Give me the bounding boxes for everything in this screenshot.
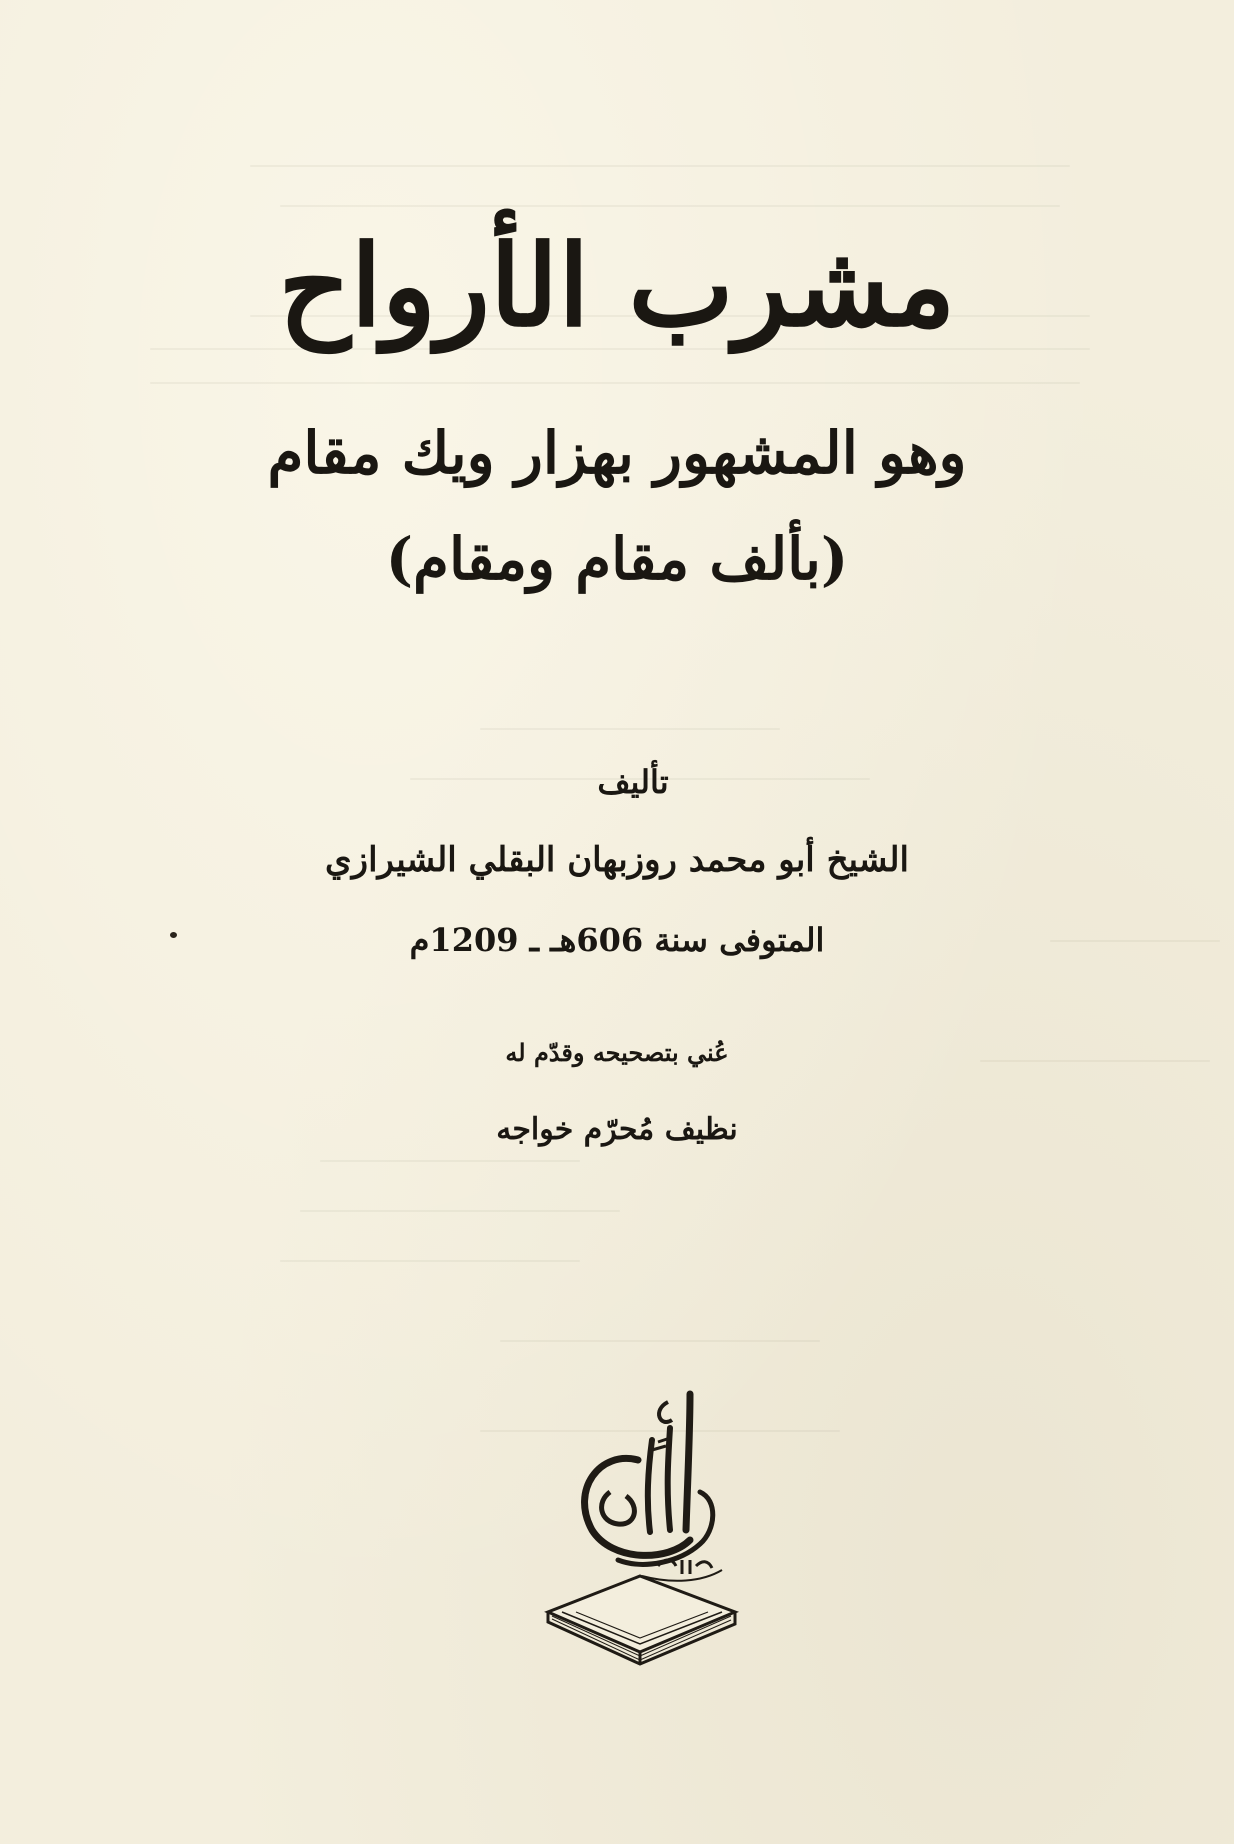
- show-through-line: [150, 382, 1080, 384]
- author-name: الشيخ أبو محمد روزبهان البقلي الشيرازي: [325, 840, 909, 880]
- book-subtitle-parenthetical: (بألف مقام ومقام): [385, 525, 849, 593]
- book-title: مشرب الأرواح: [278, 221, 956, 352]
- show-through-line: [480, 728, 780, 730]
- show-through-line: [280, 1260, 580, 1262]
- show-through-line: [280, 205, 1060, 207]
- show-through-line: [500, 1340, 820, 1342]
- book-subtitle: وهو المشهور بهزار ويك مقام: [267, 419, 967, 487]
- show-through-line: [300, 1210, 620, 1212]
- show-through-line: [250, 165, 1070, 167]
- edited-by-label: عُني بتصحيحه وقدّم له: [505, 1038, 729, 1067]
- author-death-date: المتوفى سنة 606هـ ـ 1209م: [409, 921, 825, 959]
- publisher-logo-icon: [540, 1380, 750, 1670]
- show-through-line: [320, 1160, 580, 1162]
- compiled-by-label: تأليف: [597, 763, 669, 801]
- editor-name: نظيف مُحرّم خواجه: [496, 1112, 738, 1147]
